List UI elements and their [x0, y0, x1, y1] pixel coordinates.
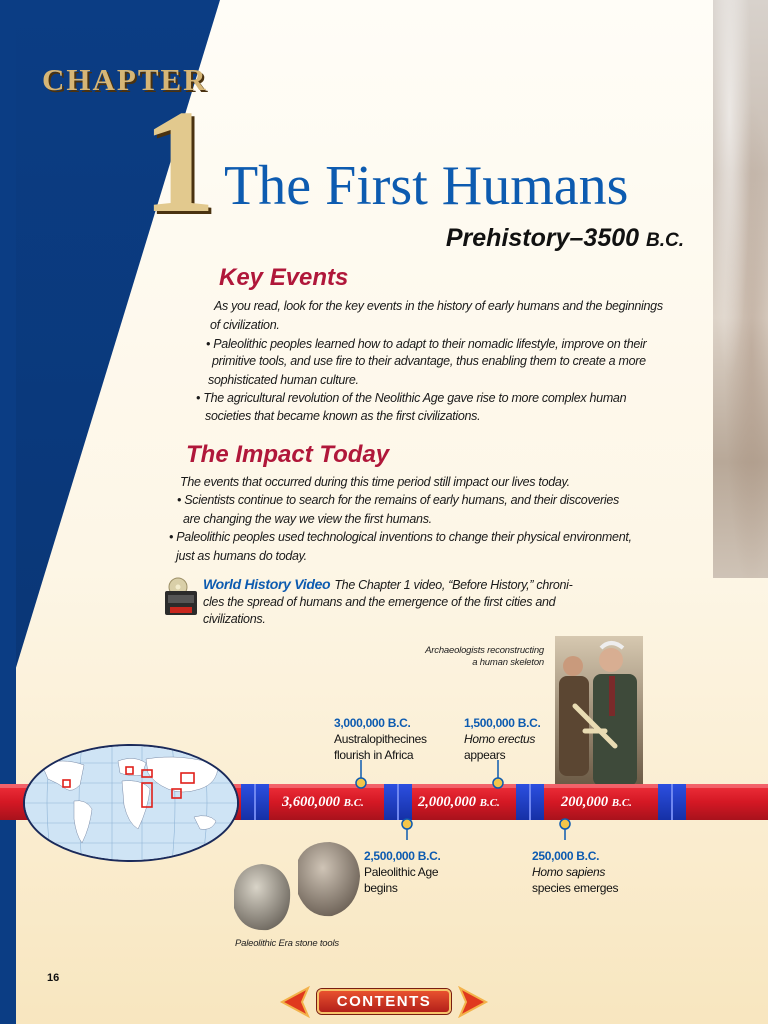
impact-bullet-1-line-1: • Scientists continue to search for the remains of early humans, and their discoveries: [177, 493, 619, 507]
event-desc-line-1: Homo erectus: [464, 732, 536, 746]
marker-3000000: [356, 760, 366, 788]
chapter-title: The First Humans: [224, 155, 629, 217]
video-cassette-icon[interactable]: [164, 577, 198, 617]
stone-tools-photo: [228, 838, 364, 934]
event-date: 2,500,000 B.C.: [364, 849, 441, 863]
marker-250000: [560, 819, 570, 840]
period-range: Prehistory–3500: [445, 224, 640, 252]
impact-intro: The events that occurred during this time period still impact our lives today.: [180, 475, 570, 489]
event-desc-line-2: flourish in Africa: [334, 748, 414, 762]
marker-2500000: [402, 819, 412, 840]
marker-1500000: [493, 760, 503, 788]
page-number: 16: [47, 972, 60, 984]
key-events-heading: Key Events: [219, 264, 349, 291]
event-homo-sapiens: [532, 848, 618, 896]
impact-bullet-2-line-2: just as humans do today.: [176, 549, 307, 563]
event-date: 3,000,000 B.C.: [334, 716, 411, 730]
key-events-bullet-1-line-2: primitive tools, and use fire to their advantage, thus enabling them to create a more: [212, 354, 646, 368]
world-history-video-label[interactable]: World History Video: [203, 576, 331, 592]
timeline-label-value: 2,000,000: [418, 794, 476, 810]
chapter-number: 1: [142, 80, 216, 244]
stone-tools-caption: Paleolithic Era stone tools: [235, 938, 339, 949]
impact-bullet-1-line-2: are changing the way we view the first humans.: [183, 512, 432, 526]
chapter-period: [446, 224, 684, 253]
world-map: [22, 743, 240, 863]
key-events-intro-line-2: of civilization.: [210, 318, 280, 332]
timeline-label-value: 3,600,000: [282, 794, 340, 810]
world-history-video-text: [203, 576, 603, 628]
period-suffix: B.C.: [646, 230, 684, 251]
contents-navigation: [278, 986, 490, 1018]
key-events-bullet-1-line-1: • Paleolithic peoples learned how to adapt to their nomadic lifestyle, improve on their: [206, 337, 647, 351]
right-arrow-icon[interactable]: [458, 986, 490, 1018]
contents-button[interactable]: CONTENTS: [317, 989, 451, 1014]
timeline-label-suffix: B.C.: [343, 797, 364, 809]
event-paleolithic-age: [364, 848, 441, 896]
key-events-intro-line-1: As you read, look for the key events in the history of early humans and the beginnings: [214, 299, 663, 313]
event-desc-line-1: Homo sapiens: [532, 865, 606, 879]
event-desc-line-2: begins: [364, 881, 398, 895]
chapter-label: CHAPTER: [42, 62, 208, 97]
left-arrow-icon[interactable]: [278, 986, 310, 1018]
timeline-label-value: 200,000: [561, 794, 609, 810]
archaeologists-caption-line-2: a human skeleton: [472, 657, 544, 668]
event-desc-line-2: species emerges: [532, 881, 619, 895]
event-date: 1,500,000 B.C.: [464, 716, 541, 730]
event-homo-erectus: [464, 715, 541, 763]
video-description-line-2: cles the spread of humans and the emergence of the first cities and civilizations.: [203, 595, 556, 626]
key-events-bullet-1-line-3: sophisticated human culture.: [208, 373, 359, 387]
event-desc-line-2: appears: [464, 748, 506, 762]
key-events-bullet-2-line-2: societies that became known as the first civilizations.: [205, 409, 481, 423]
left-edge-bar: [0, 0, 16, 1024]
video-description-line-1: The Chapter 1 video, “Before History,” chroni-: [334, 578, 573, 592]
archaeologists-caption-line-1: Archaeologists reconstructing: [425, 645, 544, 656]
timeline-label-suffix: B.C.: [479, 797, 500, 809]
archaeologists-caption: [420, 645, 544, 669]
key-events-bullet-2-line-1: • The agricultural revolution of the Neolithic Age gave rise to more complex human: [196, 391, 627, 405]
impact-today-heading: The Impact Today: [186, 441, 390, 468]
event-desc-line-1: Paleolithic Age: [364, 865, 439, 879]
rock-landscape-photo: [713, 0, 768, 578]
event-date: 250,000 B.C.: [532, 849, 600, 863]
impact-bullet-2-line-1: • Paleolithic peoples used technological inventions to change their physical environment,: [169, 530, 632, 544]
event-desc-line-1: Australopithecines: [334, 732, 427, 746]
timeline-label-suffix: B.C.: [611, 797, 632, 809]
event-australopithecines: [334, 715, 427, 763]
